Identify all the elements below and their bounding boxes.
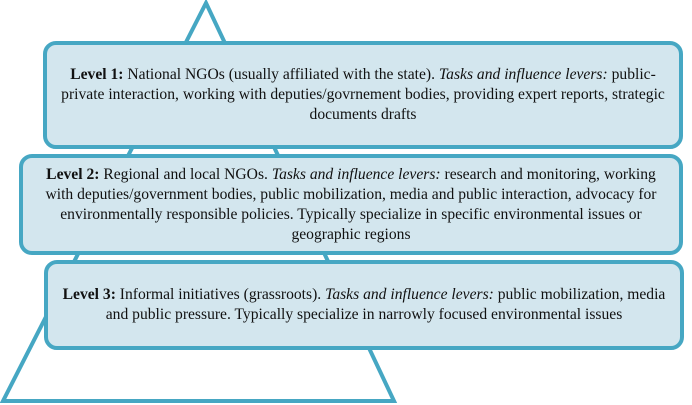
level-1-title: Level 1: [70,66,124,83]
level-2-levers-label: Tasks and influence levers: [271,165,441,183]
level-3-levers-label: Tasks and influence levers: [325,286,494,303]
level-1-levers-label: Tasks and influence levers: [438,66,608,83]
level-1-text [59,65,667,125]
level-3-title: Level 3: [62,286,116,303]
level-1-description: National NGOs (usually affiliated with the state). [127,66,436,83]
level-2-description: Regional and local NGOs. [103,165,268,183]
level-1-levers: public-private interaction, working with deputies/govrnement bodies, providing expert reports, strategic documents drafts [61,66,665,123]
level-2-title: Level 2: [46,165,100,183]
level-1-box [43,41,683,149]
level-3-description: Informal initiatives (grassroots). [119,286,322,303]
level-3-text [60,285,668,325]
level-3-levers: public mobilization, media and public pressure. Typically specialize in narrowly focused environmental issues [105,286,666,323]
level-2-levers: research and monitoring, working with deputies/government bodies, public mobilization, media and public interaction, advocacy for environmentally responsible policies. Typically specialize in specific environmental issues or geographic regions [45,165,657,243]
level-2-box [19,154,683,255]
level-2-text [35,165,667,245]
level-3-box [44,260,684,350]
